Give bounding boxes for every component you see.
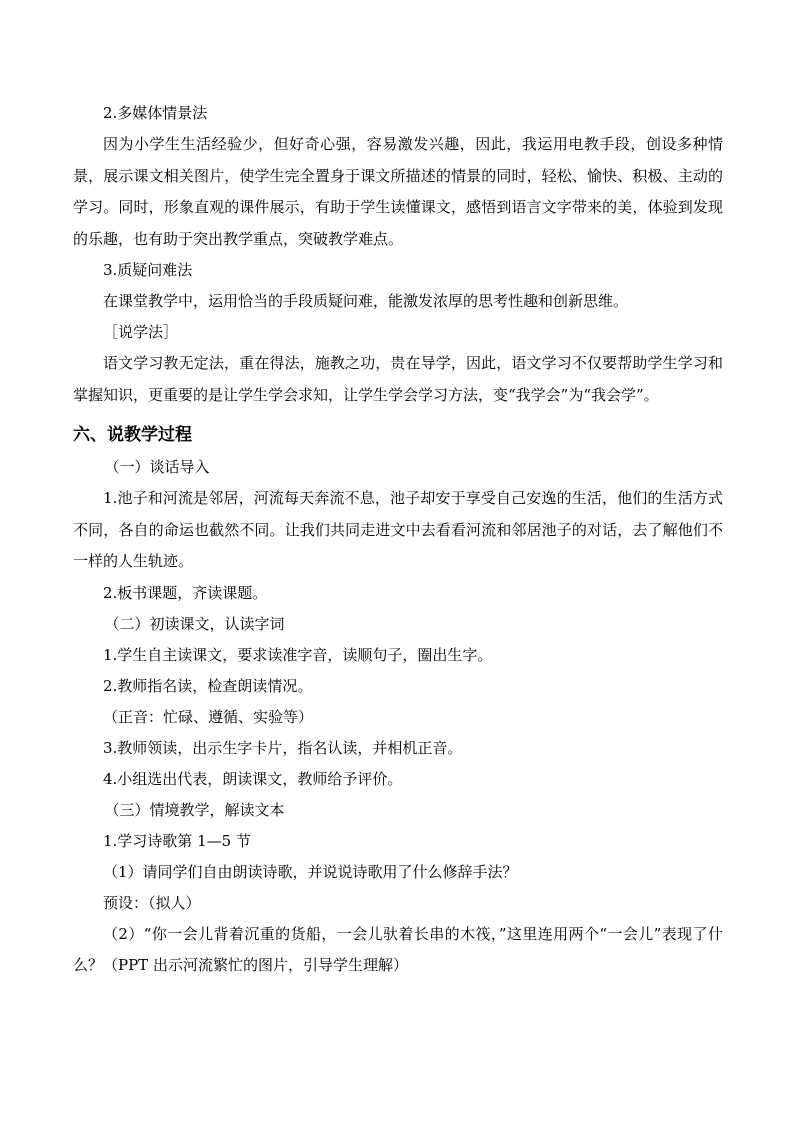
paragraph-learning-method-body: 语文学习教无定法，重在得法，施教之功，贵在导学，因此，语文学习不仅要帮助学生学习和掌握知识，更重要的是让学生学会求知，让学生学会学习方法，变“我学会”为“我会学”。 bbox=[73, 354, 723, 404]
paragraph-intro-1: 1.池子和河流是邻居，河流每天奔流不息，池子却安于享受自己安逸的生活，他们的生活方式不同，各自的命运也截然不同。让我们共同走进文中去看看河流和邻居池子的对话，去了解他们不一样的人生轨迹。 bbox=[73, 489, 723, 570]
paragraph-preset-answer: 预设：（拟人） bbox=[103, 893, 201, 912]
document-page bbox=[73, 98, 723, 982]
paragraph-method-question-title: 3.质疑问难法 bbox=[103, 261, 193, 279]
paragraph-multimedia-body: 因为小学生生活经验少，但好奇心强，容易激发兴趣，因此，我运用电教手段，创设多种情景，展示课文相关图片，使学生完全置身于课文所描述的情景的同时，轻松、愉快、积极、主动的学习。同时，形象直观的课件展示，有助于学生读懂课文，感悟到语言文字带来的美，体验到发现的乐趣，也有助于突出教学重点，突破教学难点。 bbox=[73, 135, 723, 248]
paragraph-poem-section: 1.学习诗歌第 1—5 节 bbox=[103, 831, 251, 850]
paragraph-question-1: （1）请同学们自由朗读诗歌，并说说诗歌用了什么修辞手法？ bbox=[103, 862, 518, 881]
paragraph-situation-subtitle: （三）情境教学，解读文本 bbox=[104, 800, 285, 819]
paragraph-question-body: 在课堂教学中，运用恰当的手段质疑问难，能激发浓厚的思考性趣和创新思维。 bbox=[103, 292, 629, 310]
paragraph-first-read-3: 3.教师领读，出示生字卡片，指名认读，并相机正音。 bbox=[103, 738, 463, 757]
paragraph-first-read-1: 1.学生自主读课文，要求读准字音，读顺句子，圈出生字。 bbox=[103, 645, 493, 664]
paragraph-first-read-subtitle: （二）初读课文，认读字词 bbox=[104, 614, 285, 633]
paragraph-learning-method-label: ［说学法］ bbox=[103, 323, 179, 341]
paragraph-intro-subtitle: （一）谈话导入 bbox=[104, 458, 210, 476]
paragraph-first-read-correction: （正音：忙碌、遵循、实验等） bbox=[103, 707, 314, 726]
paragraph-question-2: （2）“你一会儿背着沉重的货船，一会儿驮着长串的木筏，”这里连用两个“一会儿”表现了什么？（PPT 出示河流繁忙的图片，引导学生理解） bbox=[73, 924, 723, 974]
paragraph-first-read-2: 2.教师指名读，检查朗读情况。 bbox=[103, 676, 313, 695]
section-heading-teaching-process: 六、说教学过程 bbox=[73, 425, 192, 445]
paragraph-method-multimedia-title: 2.多媒体情景法 bbox=[103, 104, 208, 122]
paragraph-first-read-4: 4.小组选出代表，朗读课文，教师给予评价。 bbox=[103, 769, 403, 788]
paragraph-intro-2: 2.板书课题，齐读课题。 bbox=[103, 583, 268, 602]
